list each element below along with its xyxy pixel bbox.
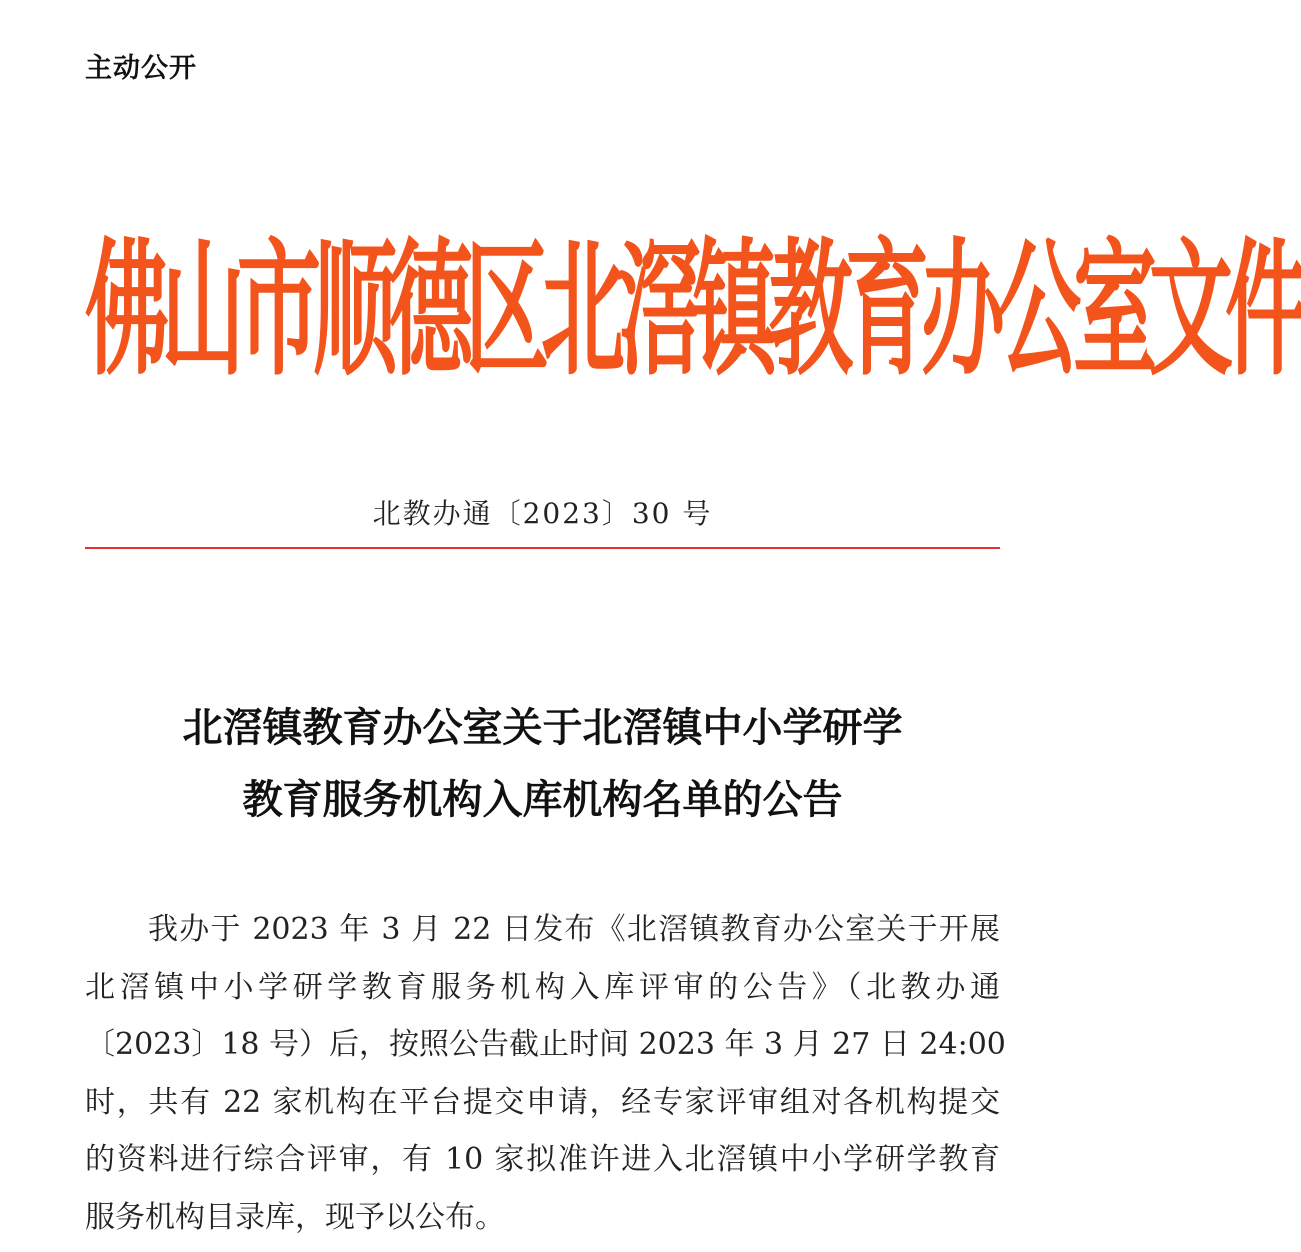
notice-title-line-1: 北滘镇教育办公室关于北滘镇中小学研学 (182, 705, 903, 751)
body-line-4: 时，共有 22 家机构在平台提交申请，经专家评审组对各机构提交 (85, 1084, 1000, 1120)
body-line-6: 服务机构目录库，现予以公布。 (85, 1199, 505, 1235)
body-line-5: 的资料进行综合评审，有 10 家拟准许进入北滘镇中小学研学教育 (85, 1142, 1000, 1177)
disclosure-label: 主动公开 (85, 53, 197, 84)
notice-title (85, 692, 1000, 836)
notice-body (85, 901, 1006, 1246)
body-line-2: 北滘镇中小学研学教育服务机构入库评审的公告》（北教办通 (85, 969, 1000, 1005)
red-divider-line (85, 547, 1000, 549)
document-number: 北教办通〔2023〕30 号 (372, 497, 713, 530)
body-line-3: 〔2023〕18 号）后，按照公告截止时间 2023 年 3 月 27 日 24:00 (85, 1027, 1006, 1062)
notice-title-line-2: 教育服务机构入库机构名单的公告 (242, 777, 843, 823)
document-masthead: 佛山市顺德区北滘镇教育办公室文件 (85, 222, 1301, 396)
body-line-1: 我办于 2023 年 3 月 22 日发布《北滘镇教育办公室关于开展 (148, 912, 1000, 947)
